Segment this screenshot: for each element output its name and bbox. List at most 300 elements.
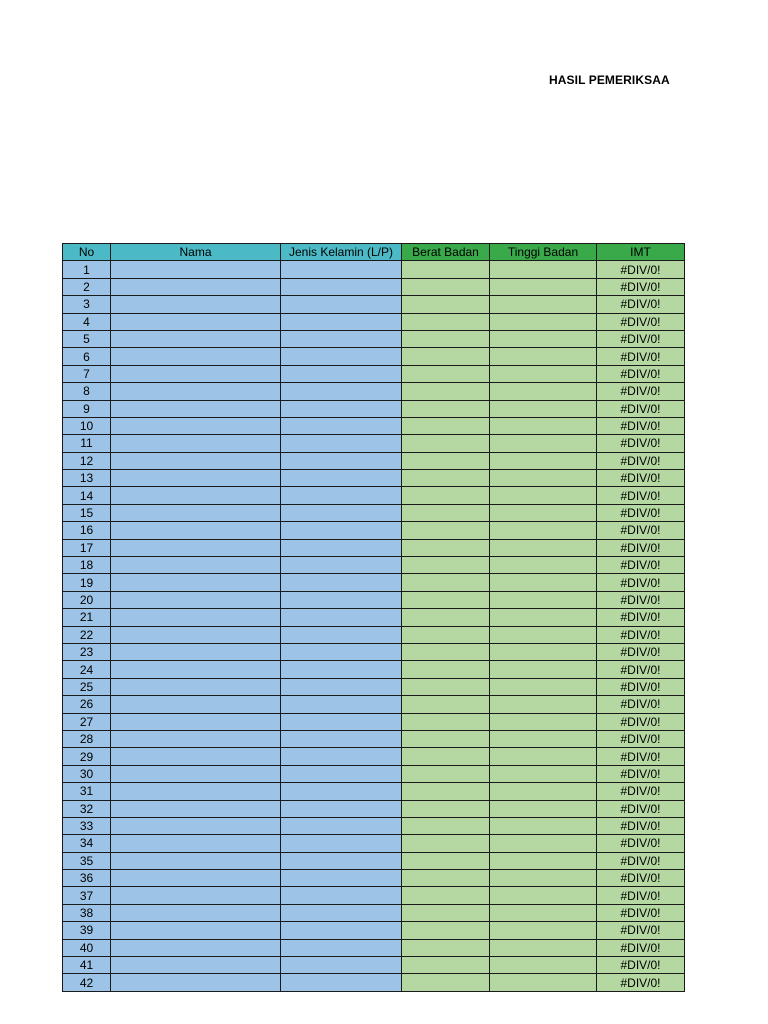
cell-no[interactable]: 7 [63,365,111,382]
table-row [63,470,685,487]
cell-jenis-kelamin[interactable] [281,765,402,782]
table-row [63,383,685,400]
cell-berat-badan[interactable] [402,835,490,852]
cell-jenis-kelamin[interactable] [281,661,402,678]
cell-jenis-kelamin[interactable] [281,470,402,487]
cell-nama[interactable] [111,765,281,782]
cell-no[interactable]: 33 [63,817,111,834]
cell-no[interactable]: 25 [63,678,111,695]
cell-imt[interactable]: #DIV/0! [597,835,685,852]
cell-nama[interactable] [111,730,281,747]
cell-nama[interactable] [111,557,281,574]
cell-tinggi-badan[interactable] [490,435,597,452]
cell-jenis-kelamin[interactable] [281,696,402,713]
cell-tinggi-badan[interactable] [490,348,597,365]
table-row [63,365,685,382]
cell-jenis-kelamin[interactable] [281,887,402,904]
cell-tinggi-badan[interactable] [490,800,597,817]
table-header-row [63,244,685,261]
column-header-tinggi-badan[interactable]: Tinggi Badan [490,244,597,261]
cell-nama[interactable] [111,330,281,347]
cell-tinggi-badan[interactable] [490,470,597,487]
cell-berat-badan[interactable] [402,400,490,417]
cell-nama[interactable] [111,748,281,765]
cell-imt[interactable]: #DIV/0! [597,348,685,365]
column-header-imt[interactable]: IMT [597,244,685,261]
cell-nama[interactable] [111,261,281,278]
cell-tinggi-badan[interactable] [490,939,597,956]
cell-berat-badan[interactable] [402,348,490,365]
cell-berat-badan[interactable] [402,870,490,887]
cell-imt[interactable]: #DIV/0! [597,765,685,782]
cell-jenis-kelamin[interactable] [281,348,402,365]
cell-imt[interactable]: #DIV/0! [597,400,685,417]
cell-no[interactable]: 16 [63,522,111,539]
table-row [63,696,685,713]
cell-nama[interactable] [111,800,281,817]
cell-imt[interactable]: #DIV/0! [597,313,685,330]
cell-berat-badan[interactable] [402,435,490,452]
cell-jenis-kelamin[interactable] [281,539,402,556]
cell-berat-badan[interactable] [402,539,490,556]
cell-jenis-kelamin[interactable] [281,504,402,521]
cell-tinggi-badan[interactable] [490,887,597,904]
cell-jenis-kelamin[interactable] [281,783,402,800]
cell-nama[interactable] [111,626,281,643]
cell-berat-badan[interactable] [402,678,490,695]
cell-jenis-kelamin[interactable] [281,574,402,591]
cell-no[interactable]: 31 [63,783,111,800]
cell-imt[interactable]: #DIV/0! [597,470,685,487]
cell-tinggi-badan[interactable] [490,661,597,678]
table-row [63,643,685,660]
column-header-jenis-kelamin[interactable]: Jenis Kelamin (L/P) [281,244,402,261]
cell-imt[interactable]: #DIV/0! [597,800,685,817]
cell-no[interactable]: 11 [63,435,111,452]
cell-berat-badan[interactable] [402,748,490,765]
cell-no[interactable]: 3 [63,296,111,313]
cell-berat-badan[interactable] [402,470,490,487]
cell-nama[interactable] [111,365,281,382]
cell-jenis-kelamin[interactable] [281,626,402,643]
table-row [63,626,685,643]
table-row [63,435,685,452]
cell-imt[interactable]: #DIV/0! [597,661,685,678]
cell-berat-badan[interactable] [402,696,490,713]
cell-no[interactable]: 32 [63,800,111,817]
cell-no[interactable]: 30 [63,765,111,782]
cell-jenis-kelamin[interactable] [281,678,402,695]
cell-jenis-kelamin[interactable] [281,296,402,313]
table-row [63,278,685,295]
cell-tinggi-badan[interactable] [490,383,597,400]
cell-tinggi-badan[interactable] [490,296,597,313]
cell-berat-badan[interactable] [402,939,490,956]
cell-imt[interactable]: #DIV/0! [597,817,685,834]
cell-no[interactable]: 23 [63,643,111,660]
cell-jenis-kelamin[interactable] [281,557,402,574]
cell-jenis-kelamin[interactable] [281,452,402,469]
cell-berat-badan[interactable] [402,800,490,817]
cell-imt[interactable]: #DIV/0! [597,261,685,278]
table-row [63,974,685,991]
table-row [63,261,685,278]
cell-berat-badan[interactable] [402,957,490,974]
cell-berat-badan[interactable] [402,609,490,626]
cell-no[interactable]: 36 [63,870,111,887]
cell-tinggi-badan[interactable] [490,835,597,852]
cell-tinggi-badan[interactable] [490,400,597,417]
cell-no[interactable]: 9 [63,400,111,417]
cell-berat-badan[interactable] [402,626,490,643]
cell-nama[interactable] [111,817,281,834]
cell-tinggi-badan[interactable] [490,504,597,521]
cell-imt[interactable]: #DIV/0! [597,939,685,956]
cell-jenis-kelamin[interactable] [281,713,402,730]
cell-tinggi-badan[interactable] [490,626,597,643]
table-row [63,852,685,869]
cell-jenis-kelamin[interactable] [281,852,402,869]
cell-imt[interactable]: #DIV/0! [597,730,685,747]
cell-tinggi-badan[interactable] [490,487,597,504]
cell-no[interactable]: 6 [63,348,111,365]
cell-berat-badan[interactable] [402,643,490,660]
cell-berat-badan[interactable] [402,817,490,834]
page-title: HASIL PEMERIKSAA [549,73,670,87]
cell-nama[interactable] [111,922,281,939]
cell-berat-badan[interactable] [402,330,490,347]
cell-nama[interactable] [111,435,281,452]
cell-nama[interactable] [111,870,281,887]
cell-tinggi-badan[interactable] [490,713,597,730]
table-row [63,835,685,852]
cell-tinggi-badan[interactable] [490,904,597,921]
cell-tinggi-badan[interactable] [490,522,597,539]
cell-imt[interactable]: #DIV/0! [597,783,685,800]
cell-tinggi-badan[interactable] [490,957,597,974]
cell-nama[interactable] [111,574,281,591]
cell-jenis-kelamin[interactable] [281,835,402,852]
cell-nama[interactable] [111,278,281,295]
cell-nama[interactable] [111,348,281,365]
cell-nama[interactable] [111,313,281,330]
cell-tinggi-badan[interactable] [490,678,597,695]
cell-berat-badan[interactable] [402,504,490,521]
cell-no[interactable]: 22 [63,626,111,643]
cell-imt[interactable]: #DIV/0! [597,678,685,695]
cell-nama[interactable] [111,957,281,974]
cell-jenis-kelamin[interactable] [281,417,402,434]
cell-tinggi-badan[interactable] [490,539,597,556]
cell-tinggi-badan[interactable] [490,313,597,330]
cell-no[interactable]: 24 [63,661,111,678]
cell-berat-badan[interactable] [402,974,490,991]
cell-imt[interactable]: #DIV/0! [597,643,685,660]
cell-nama[interactable] [111,609,281,626]
cell-no[interactable]: 35 [63,852,111,869]
cell-no[interactable]: 5 [63,330,111,347]
cell-imt[interactable]: #DIV/0! [597,574,685,591]
cell-imt[interactable]: #DIV/0! [597,696,685,713]
cell-no[interactable]: 41 [63,957,111,974]
cell-berat-badan[interactable] [402,487,490,504]
cell-nama[interactable] [111,504,281,521]
cell-berat-badan[interactable] [402,887,490,904]
cell-jenis-kelamin[interactable] [281,817,402,834]
cell-no[interactable]: 17 [63,539,111,556]
table-row [63,922,685,939]
cell-jenis-kelamin[interactable] [281,383,402,400]
cell-jenis-kelamin[interactable] [281,730,402,747]
cell-tinggi-badan[interactable] [490,591,597,608]
table-row [63,452,685,469]
table-row [63,539,685,556]
cell-nama[interactable] [111,783,281,800]
cell-nama[interactable] [111,417,281,434]
cell-imt[interactable]: #DIV/0! [597,957,685,974]
cell-imt[interactable]: #DIV/0! [597,904,685,921]
cell-no[interactable]: 29 [63,748,111,765]
cell-berat-badan[interactable] [402,383,490,400]
data-table [62,243,685,992]
cell-tinggi-badan[interactable] [490,609,597,626]
cell-nama[interactable] [111,852,281,869]
table-row [63,765,685,782]
cell-berat-badan[interactable] [402,313,490,330]
cell-no[interactable]: 10 [63,417,111,434]
cell-no[interactable]: 28 [63,730,111,747]
cell-jenis-kelamin[interactable] [281,591,402,608]
cell-nama[interactable] [111,904,281,921]
cell-berat-badan[interactable] [402,365,490,382]
cell-berat-badan[interactable] [402,922,490,939]
cell-jenis-kelamin[interactable] [281,609,402,626]
cell-jenis-kelamin[interactable] [281,400,402,417]
cell-nama[interactable] [111,591,281,608]
cell-tinggi-badan[interactable] [490,365,597,382]
cell-tinggi-badan[interactable] [490,452,597,469]
cell-nama[interactable] [111,400,281,417]
cell-berat-badan[interactable] [402,904,490,921]
cell-imt[interactable]: #DIV/0! [597,278,685,295]
cell-tinggi-badan[interactable] [490,974,597,991]
cell-tinggi-badan[interactable] [490,765,597,782]
table-row [63,400,685,417]
table-row [63,783,685,800]
cell-imt[interactable]: #DIV/0! [597,626,685,643]
cell-tinggi-badan[interactable] [490,278,597,295]
cell-imt[interactable]: #DIV/0! [597,365,685,382]
cell-berat-badan[interactable] [402,296,490,313]
cell-no[interactable]: 18 [63,557,111,574]
cell-nama[interactable] [111,974,281,991]
cell-tinggi-badan[interactable] [490,330,597,347]
column-header-no[interactable]: No [63,244,111,261]
cell-imt[interactable]: #DIV/0! [597,417,685,434]
cell-no[interactable]: 12 [63,452,111,469]
cell-nama[interactable] [111,383,281,400]
cell-imt[interactable]: #DIV/0! [597,435,685,452]
cell-imt[interactable]: #DIV/0! [597,296,685,313]
cell-berat-badan[interactable] [402,522,490,539]
cell-tinggi-badan[interactable] [490,748,597,765]
cell-nama[interactable] [111,522,281,539]
cell-tinggi-badan[interactable] [490,783,597,800]
cell-imt[interactable]: #DIV/0! [597,522,685,539]
cell-tinggi-badan[interactable] [490,730,597,747]
table-row [63,504,685,521]
cell-imt[interactable]: #DIV/0! [597,748,685,765]
cell-no[interactable]: 14 [63,487,111,504]
cell-tinggi-badan[interactable] [490,852,597,869]
table-row [63,817,685,834]
cell-nama[interactable] [111,452,281,469]
table-row [63,330,685,347]
cell-jenis-kelamin[interactable] [281,643,402,660]
cell-berat-badan[interactable] [402,591,490,608]
cell-nama[interactable] [111,296,281,313]
cell-jenis-kelamin[interactable] [281,800,402,817]
cell-berat-badan[interactable] [402,574,490,591]
cell-tinggi-badan[interactable] [490,696,597,713]
table-row [63,296,685,313]
cell-imt[interactable]: #DIV/0! [597,504,685,521]
cell-imt[interactable]: #DIV/0! [597,452,685,469]
cell-no[interactable]: 19 [63,574,111,591]
cell-jenis-kelamin[interactable] [281,278,402,295]
cell-nama[interactable] [111,887,281,904]
cell-tinggi-badan[interactable] [490,574,597,591]
cell-nama[interactable] [111,470,281,487]
cell-no[interactable]: 4 [63,313,111,330]
cell-jenis-kelamin[interactable] [281,974,402,991]
cell-imt[interactable]: #DIV/0! [597,487,685,504]
cell-jenis-kelamin[interactable] [281,365,402,382]
cell-nama[interactable] [111,939,281,956]
cell-tinggi-badan[interactable] [490,922,597,939]
cell-jenis-kelamin[interactable] [281,330,402,347]
cell-berat-badan[interactable] [402,730,490,747]
cell-tinggi-badan[interactable] [490,261,597,278]
cell-no[interactable]: 27 [63,713,111,730]
cell-imt[interactable]: #DIV/0! [597,330,685,347]
cell-no[interactable]: 1 [63,261,111,278]
cell-tinggi-badan[interactable] [490,557,597,574]
cell-berat-badan[interactable] [402,557,490,574]
table-row [63,748,685,765]
table-row [63,713,685,730]
cell-berat-badan[interactable] [402,452,490,469]
cell-jenis-kelamin[interactable] [281,939,402,956]
table-row [63,800,685,817]
cell-jenis-kelamin[interactable] [281,904,402,921]
cell-no[interactable]: 21 [63,609,111,626]
cell-imt[interactable]: #DIV/0! [597,887,685,904]
cell-berat-badan[interactable] [402,765,490,782]
cell-jenis-kelamin[interactable] [281,522,402,539]
cell-berat-badan[interactable] [402,783,490,800]
cell-imt[interactable]: #DIV/0! [597,383,685,400]
cell-imt[interactable]: #DIV/0! [597,870,685,887]
table-row [63,870,685,887]
table-row [63,557,685,574]
cell-no[interactable]: 38 [63,904,111,921]
cell-nama[interactable] [111,643,281,660]
table-row [63,887,685,904]
cell-imt[interactable]: #DIV/0! [597,974,685,991]
cell-no[interactable]: 15 [63,504,111,521]
cell-berat-badan[interactable] [402,261,490,278]
cell-berat-badan[interactable] [402,278,490,295]
cell-no[interactable]: 37 [63,887,111,904]
cell-berat-badan[interactable] [402,661,490,678]
cell-no[interactable]: 2 [63,278,111,295]
cell-berat-badan[interactable] [402,852,490,869]
table-body [63,261,685,991]
cell-nama[interactable] [111,678,281,695]
table-row [63,661,685,678]
table-row [63,904,685,921]
cell-tinggi-badan[interactable] [490,417,597,434]
cell-no[interactable]: 26 [63,696,111,713]
cell-no[interactable]: 42 [63,974,111,991]
cell-imt[interactable]: #DIV/0! [597,609,685,626]
cell-jenis-kelamin[interactable] [281,487,402,504]
cell-no[interactable]: 34 [63,835,111,852]
cell-jenis-kelamin[interactable] [281,748,402,765]
cell-jenis-kelamin[interactable] [281,435,402,452]
cell-nama[interactable] [111,539,281,556]
table-row [63,939,685,956]
cell-nama[interactable] [111,835,281,852]
cell-nama[interactable] [111,487,281,504]
cell-imt[interactable]: #DIV/0! [597,713,685,730]
cell-no[interactable]: 20 [63,591,111,608]
table-row [63,574,685,591]
cell-no[interactable]: 39 [63,922,111,939]
table-row [63,730,685,747]
cell-berat-badan[interactable] [402,417,490,434]
cell-jenis-kelamin[interactable] [281,870,402,887]
column-header-nama[interactable]: Nama [111,244,281,261]
cell-jenis-kelamin[interactable] [281,313,402,330]
table-row [63,678,685,695]
cell-tinggi-badan[interactable] [490,870,597,887]
cell-jenis-kelamin[interactable] [281,261,402,278]
table-row [63,609,685,626]
cell-imt[interactable]: #DIV/0! [597,591,685,608]
cell-no[interactable]: 13 [63,470,111,487]
cell-imt[interactable]: #DIV/0! [597,557,685,574]
cell-imt[interactable]: #DIV/0! [597,922,685,939]
cell-nama[interactable] [111,713,281,730]
cell-jenis-kelamin[interactable] [281,922,402,939]
table-row [63,348,685,365]
cell-imt[interactable]: #DIV/0! [597,852,685,869]
cell-tinggi-badan[interactable] [490,643,597,660]
cell-jenis-kelamin[interactable] [281,957,402,974]
column-header-berat-badan[interactable]: Berat Badan [402,244,490,261]
cell-imt[interactable]: #DIV/0! [597,539,685,556]
cell-no[interactable]: 40 [63,939,111,956]
cell-nama[interactable] [111,661,281,678]
cell-berat-badan[interactable] [402,713,490,730]
cell-no[interactable]: 8 [63,383,111,400]
cell-tinggi-badan[interactable] [490,817,597,834]
table-row [63,417,685,434]
cell-nama[interactable] [111,696,281,713]
table-row [63,957,685,974]
